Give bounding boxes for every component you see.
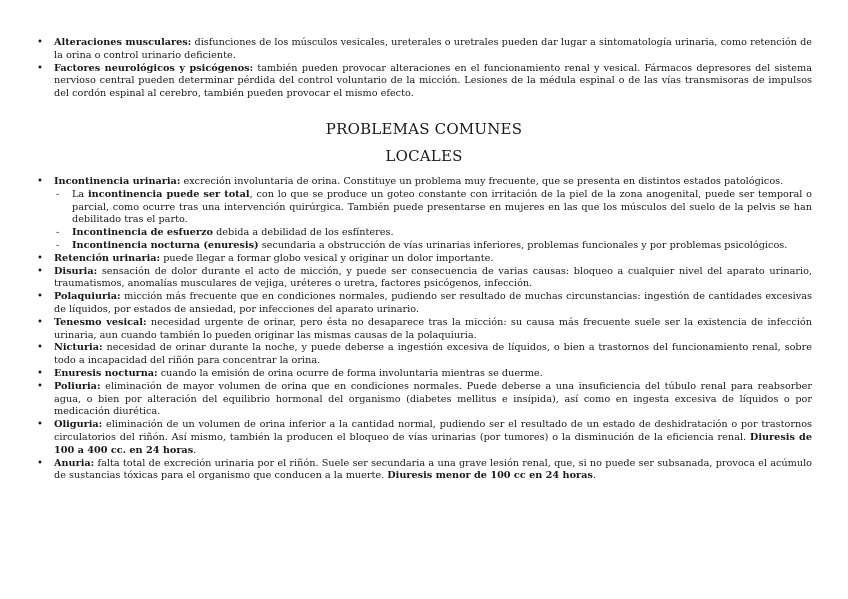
item-text: sensación de dolor durante el acto de micción, y puede ser consecuencia de varias causas: bloqueo a cualquier nivel del aparato urinario, traumatismos, anomalías musculares de vejiga, uréteres o uretra, factores psicógenos, infección.: [54, 265, 812, 290]
list-item: [0, 342, 848, 368]
item-term: Anuria:: [54, 457, 95, 469]
item-text: excreción involuntaria de orina. Constituye un problema muy frecuente, que se presenta en distintos estados patológicos.: [180, 176, 784, 187]
item-text: falta total de excreción urinaria por el riñón. Suele ser secundaria a una grave lesión renal, que, si no puede ser subsanada, provoca el acúmulo de sustancias tóxicas para el organismo que conducen a la muerte.: [54, 457, 812, 482]
list-item: [0, 458, 848, 484]
list-item: [0, 317, 848, 343]
item-term: Oliguria:: [54, 419, 103, 431]
section-heading: [0, 116, 848, 170]
sub-item-term: Incontinencia nocturna (enuresis): [72, 239, 259, 251]
item-term: Disuria:: [54, 265, 98, 277]
list-item: [0, 291, 848, 317]
item-text: disfunciones de los músculos vesicales, ureterales o uretrales pueden dar lugar a sintomatología urinaria, como retención de la orina o control urinario deficiente.: [54, 37, 813, 61]
section-heading-line2: LOCALES: [385, 147, 463, 165]
item-end: .: [592, 470, 596, 482]
item-term: Poliuria:: [54, 380, 101, 392]
list-item: [0, 381, 848, 419]
list-item: [0, 63, 848, 101]
item-text: eliminación de un volumen de orina inferior a la cantidad normal, pudiendo ser el resultado de un estado de deshidratación o por trastornos circulatorios del riñón. Así mismo, también la producen el bloqueo de vías urinarias (por tumores) o la disminución de la eficiencia renal.: [54, 419, 812, 443]
item-text: micción más frecuente que en condiciones normales, pudiendo ser resultado de muchas circunstancias: ingestión de cantidades excesivas de líquidos, por estados de ansiedad, por infecciones del aparato urinario.: [54, 291, 812, 315]
item-term: Factores neurológicos y psicógenos:: [54, 62, 254, 74]
sub-item-term: incontinencia puede ser total: [87, 188, 250, 200]
sub-item-prefix: La: [72, 188, 88, 200]
sub-item-text: , con lo que se produce un goteo constante con irritación de la piel de la zona anogenital, puede ser temporal o parcial, como ocurre tras una intervención quirúrgica. También puede presentarse en mujeres en las que los músculos del suelo de la pelvis se han debilitado tras el parto.: [72, 188, 812, 226]
item-term: Nicturia:: [54, 342, 103, 354]
item-term: Incontinencia urinaria:: [54, 176, 181, 187]
item-term: Polaquiuria:: [54, 291, 121, 303]
list-item-incontinencia: [0, 176, 848, 253]
list-item: [0, 266, 848, 292]
item-text: también pueden provocar alteraciones en el funcionamiento renal y vesical. Fármacos depresores del sistema nervioso central pueden determinar pérdida del control voluntario de la micción. Lesiones de la médula espinal o de las vías transmisoras de impulsos del cordón espinal al cerebro, también pueden provocar el mismo efecto.: [54, 62, 812, 100]
item-emphasis: Diuresis menor de 100 cc en 24 horas: [387, 470, 593, 482]
problems-list: [0, 176, 848, 483]
item-term: Tenesmo vesical:: [54, 316, 147, 328]
sub-item-text: secundaria a obstrucción de vías urinarias inferiores, problemas funcionales y por problemas psicológicos.: [258, 239, 788, 251]
item-term: Alteraciones musculares:: [54, 37, 192, 48]
incontinence-types-list: [54, 189, 812, 253]
item-text: puede llegar a formar globo vesical y originar un dolor importante.: [160, 252, 494, 264]
item-text: necesidad urgente de orinar, pero ésta no desaparece tras la micción: su causa más frecuente suele ser la existencia de infección urinaria, aun cuando también lo pueden originar las mismas causas de la polaquiuria.: [54, 316, 812, 341]
intro-list: [0, 37, 848, 101]
sub-list-item: [54, 240, 812, 253]
sub-item-term: Incontinencia de esfuerzo: [72, 227, 213, 239]
sub-list-item: [54, 189, 812, 227]
item-term: Retención urinaria:: [54, 252, 161, 264]
sub-list-item: [54, 227, 812, 240]
item-end: .: [193, 444, 197, 456]
section-heading-line1: PROBLEMAS COMUNES: [325, 120, 523, 138]
list-item: [0, 253, 848, 266]
list-item: [0, 419, 848, 457]
sub-item-text: debida a debilidad de los esfínteres.: [212, 227, 394, 239]
list-item: [0, 368, 848, 381]
item-term: Enuresis nocturna:: [54, 367, 158, 379]
item-text: cuando la emisión de orina ocurre de forma involuntaria mientras se duerme.: [157, 367, 543, 379]
item-text: necesidad de orinar durante la noche, y puede deberse a ingestión excesiva de líquidos, o bien a trastornos del funcionamiento renal, sobre todo a incapacidad del riñón para concentrar la orina.: [54, 342, 812, 367]
item-emphasis: Diuresis de 100 a 400 cc. en 24 horas: [54, 431, 812, 456]
list-item: [0, 37, 848, 63]
item-text: eliminación de mayor volumen de orina que en condiciones normales. Puede deberse a una insuficiencia del túbulo renal para reabsorber agua, o bien por alteración del equilibrio hormonal del organismo (diabetes mellitus e insípida), así como en ingesta excesiva de líquidos o por medicación diurética.: [54, 380, 812, 418]
